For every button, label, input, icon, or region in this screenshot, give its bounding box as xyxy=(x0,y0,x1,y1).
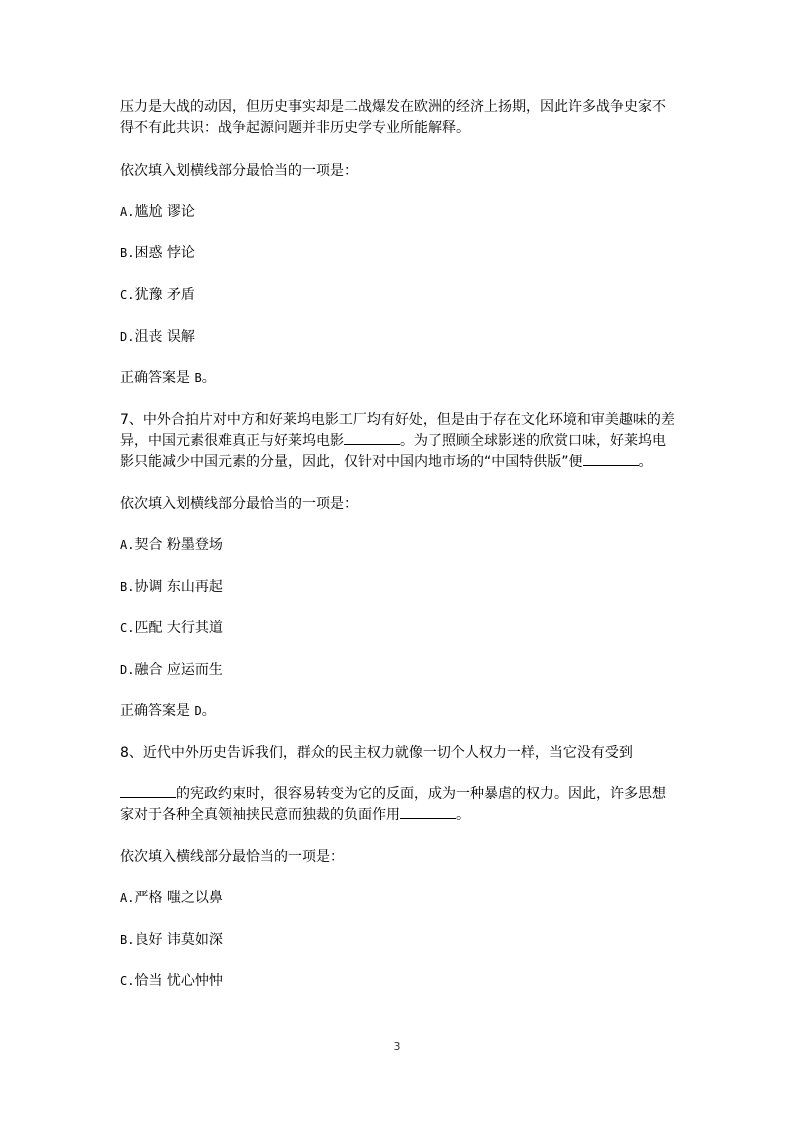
fill-blank xyxy=(120,785,176,798)
fill-blank xyxy=(344,432,400,445)
q6-option-d: D.沮丧 误解 xyxy=(120,329,195,345)
q8-text: 的宪政约束时，很容易转变为它的反面，成为一种暴虐的权力。因此，许多思想 家对于各种全真领袖挟民意而独裁的负面作用 。 xyxy=(120,786,666,823)
q7-answer-letter: D xyxy=(194,704,202,718)
q7-option-a: A.契合 粉墨登场 xyxy=(120,537,223,553)
q8-instruction: 依次填入横线部分最恰当的一项是： xyxy=(120,849,344,865)
q6-text-line2: 得不有此共识：战争起源问题并非历史学专业所能解释。 xyxy=(120,120,470,136)
q7-instruction: 依次填入划横线部分最恰当的一项是： xyxy=(120,496,358,512)
fill-blank xyxy=(400,806,456,819)
q7-option-c: C.匹配 大行其道 xyxy=(120,620,223,636)
q8-option-a: A.严格 嗤之以鼻 xyxy=(120,890,223,906)
q6-option-a: A.尴尬 谬论 xyxy=(120,204,195,220)
q6-instruction: 依次填入划横线部分最恰当的一项是： xyxy=(120,163,358,179)
q7-option-d: D.融合 应运而生 xyxy=(120,662,223,678)
q8-option-c: C.恰当 忧心忡忡 xyxy=(120,973,223,989)
q7-option-b: B.协调 东山再起 xyxy=(120,579,223,595)
q6-option-b: B.困惑 悖论 xyxy=(120,245,195,261)
q7-answer: 正确答案是 D。 xyxy=(120,703,216,719)
q7-text: 7、中外合拍片对中方和好莱坞电影工厂均有好处，但是由于存在文化环境和审美趣味的差 异，中国元素很难真正与好莱坞电影 。为了照顾全球影迷的欣赏口味，好莱坞电 影只能减少中国元素的分量，因此，仅针对中国内地市场的“中国特供版”便 。 xyxy=(120,412,675,470)
fill-blank xyxy=(583,453,639,466)
q6-option-c: C.犹豫 矛盾 xyxy=(120,287,195,303)
q6-text xyxy=(120,97,680,139)
page-number: 3 xyxy=(393,1040,401,1053)
q6-answer-letter: B xyxy=(194,371,202,385)
q8-option-b: B.良好 讳莫如深 xyxy=(120,932,223,948)
q6-text-line1: 压力是大战的动因，但历史事实却是二战爆发在欧洲的经济上扬期，因此许多战争史家不 xyxy=(120,99,666,115)
q8-text-line1: 8、近代中外历史告诉我们，群众的民主权力就像一切个人权力一样，当它没有受到 xyxy=(120,745,633,761)
q6-answer: 正确答案是 B。 xyxy=(120,370,216,386)
